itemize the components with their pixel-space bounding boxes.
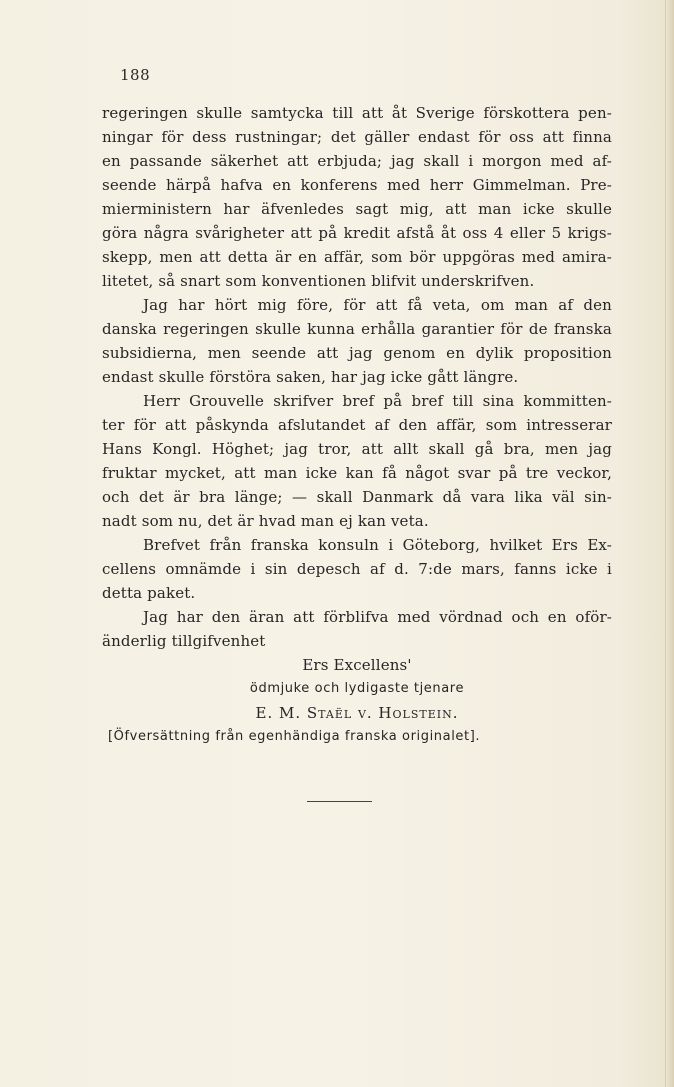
text-line: Jag har den äran att förblifva med vördnad och en oför- — [143, 608, 612, 626]
text-line: en passande säkerhet att erbjuda; jag skall i morgon med af- — [102, 152, 612, 170]
text-line: nadt som nu, det är hvad man ej kan veta. — [102, 512, 429, 530]
text-line: subsidierna, men seende att jag genom en dylik proposition — [102, 344, 612, 362]
text-line: danska regeringen skulle kunna erhålla garantier för de franska — [102, 320, 612, 338]
text-line: och det är bra länge; — skall Danmark då vara lika väl sin- — [102, 488, 612, 506]
text-line: seende härpå hafva en konferens med herr Gimmelman. Pre- — [102, 176, 612, 194]
text-line: Brefvet från franska konsuln i Göteborg, hvilket Ers Ex- — [143, 536, 612, 554]
text-line: regeringen skulle samtycka till att åt Sverige förskottera pen- — [102, 104, 612, 122]
end-rule — [307, 801, 372, 802]
text-line: göra några svårigheter att på kredit afstå åt oss 4 eller 5 krigs- — [102, 224, 612, 242]
text-line: Herr Grouvelle skrifver bref på bref till sina kommitten- — [143, 392, 612, 410]
text-line: Jag har hört mig före, för att få veta, om man af den — [143, 296, 612, 314]
text-line: ningar för dess rustningar; det gäller endast för oss att finna — [102, 128, 612, 146]
text-line: änderlig tillgifvenhet — [102, 632, 266, 650]
translation-note: [Öfversättning från egenhändiga franska originalet]. — [108, 729, 481, 744]
page-edge — [665, 0, 674, 1087]
text-line: litetet, så snart som konventionen blifvit underskrifven. — [102, 272, 535, 290]
text-line: fruktar mycket, att man icke kan få något svar på tre veckor, — [102, 464, 612, 482]
salutation: Ers Excellens' — [302, 656, 412, 674]
signature: E. M. Staël v. Holstein. — [255, 704, 459, 722]
text-line: detta paket. — [102, 584, 196, 602]
letter-body — [102, 101, 612, 749]
text-line: Hans Kongl. Höghet; jag tror, att allt skall gå bra, men jag — [102, 440, 612, 458]
text-line: ter för att påskynda afslutandet af den affär, som intresserar — [102, 416, 612, 434]
text-line: mierministern har äfvenledes sagt mig, att man icke skulle — [102, 200, 612, 218]
text-line: endast skulle förstöra saken, har jag icke gått längre. — [102, 368, 519, 386]
text-line: cellens omnämde i sin depesch af d. 7:de mars, fanns icke i — [102, 560, 612, 578]
text-line: skepp, men att detta är en affär, som bör uppgöras med amira- — [102, 248, 612, 266]
page-number: 188 — [120, 66, 151, 84]
subscription: ödmjuke och lydigaste tjenare — [249, 681, 465, 696]
